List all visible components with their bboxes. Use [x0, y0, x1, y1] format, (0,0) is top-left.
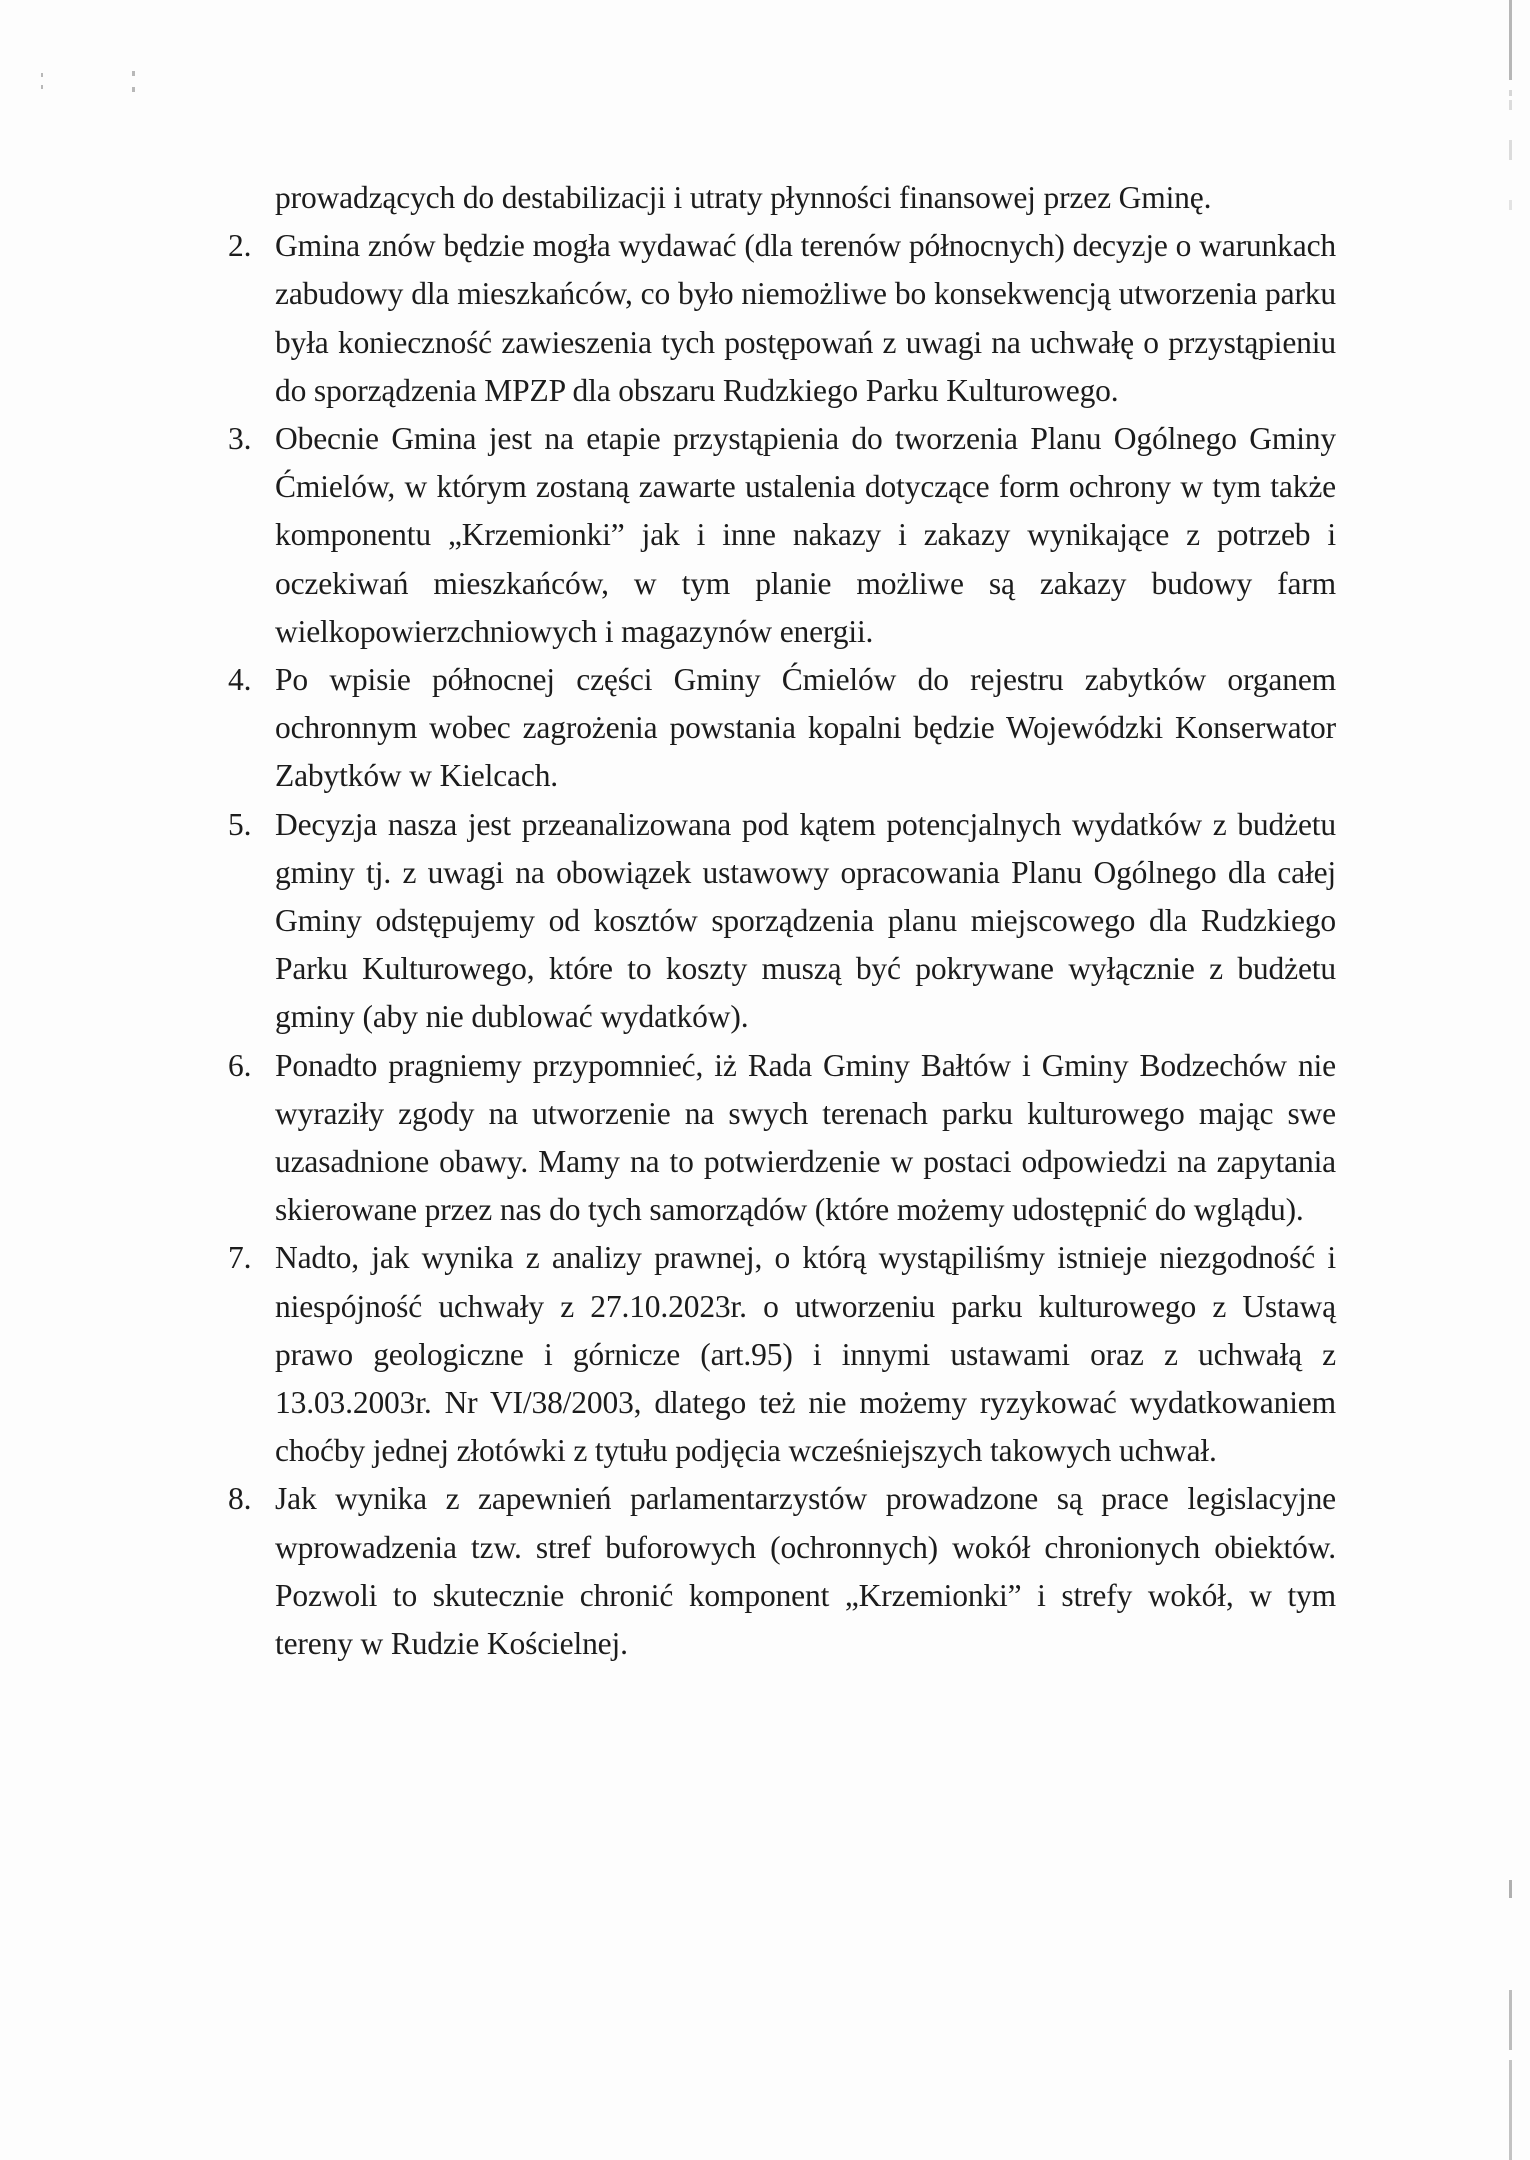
list-item-number: 6. — [228, 1047, 252, 1083]
scan-edge-mark — [1509, 140, 1512, 160]
scan-edge-mark — [1509, 200, 1512, 210]
scan-edge-mark — [1509, 1990, 1512, 2050]
scan-artifact — [41, 73, 43, 77]
list-item-text: Gmina znów będzie mogła wydawać (dla terenów północnych) decyzje o warunkach zabudowy dla mieszkańców, co było niemożliwe bo konsekwencją utworzenia parku była konieczność zawieszenia tych postępowań z uwagi na uchwałę o przystąpieniu do sporządzenia MPZP dla obszaru Rudzkiego Parku Kulturowego. — [275, 228, 1336, 408]
list-item-text: Ponadto pragniemy przypomnieć, iż Rada Gminy Bałtów i Gminy Bodzechów nie wyraziły zgody na utworzenie na swych terenach parku kulturowego mając swe uzasadnione obawy. Mamy na to potwierdzenie w postaci odpowiedzi na zapytania skierowane przez nas do tych samorządów (które możemy udostępnić do wglądu). — [275, 1047, 1336, 1228]
list-item — [228, 1475, 1336, 1668]
scan-artifact — [132, 87, 135, 92]
scan-artifact — [132, 71, 135, 76]
list-item-number: 8. — [228, 1481, 252, 1517]
list-item-number: 5. — [228, 806, 252, 842]
list-item — [228, 415, 1336, 656]
list-item — [228, 801, 1336, 1042]
list-item — [228, 656, 1336, 801]
list-item — [228, 1234, 1336, 1475]
scan-edge-mark — [1509, 100, 1512, 110]
scan-edge-mark — [1509, 0, 1512, 80]
list-item-number: 2. — [228, 228, 252, 264]
list-item-number: 7. — [228, 1240, 252, 1276]
list-item-text: Nadto, jak wynika z analizy prawnej, o którą wystąpiliśmy istnieje niezgodność i niespójność uchwały z 27.10.2023r. o utworzeniu parku kulturowego z Ustawą prawo geologiczne i górnicze (art.95) i innymi ustawami oraz z uchwałą z 13.03.2003r. Nr VI/38/2003, dlatego też nie możemy ryzykować wydatkowaniem choćby jednej złotówki z tytułu podjęcia wcześniejszych takowych uchwał. — [275, 1240, 1336, 1469]
list-item-text: Decyzja nasza jest przeanalizowana pod kątem potencjalnych wydatków z budżetu gminy tj. z uwagi na obowiązek ustawowy opracowania Planu Ogólnego dla całej Gminy odstępujemy od kosztów sporządzenia planu miejscowego dla Rudzkiego Parku Kulturowego, które to koszty muszą być pokrywane wyłącznie z budżetu gminy (aby nie dublować wydatków). — [275, 806, 1336, 1035]
list-item — [228, 1042, 1336, 1235]
scan-edge-mark — [1509, 2060, 1512, 2160]
scan-edge-mark — [1509, 1880, 1512, 1898]
list-item-text: Obecnie Gmina jest na etapie przystąpienia do tworzenia Planu Ogólnego Gminy Ćmielów, w którym zostaną zawarte ustalenia dotyczące form ochrony w tym także komponentu „Krzemionki” jak i inne nakazy i zakazy wynikające z potrzeb i oczekiwań mieszkańców, w tym planie możliwe są zakazy budowy farm wielkopowierzchniowych i magazynów energii. — [275, 421, 1336, 649]
scan-edge-mark — [1509, 90, 1512, 96]
list-item-number: 3. — [228, 421, 252, 457]
scan-artifact — [41, 85, 43, 89]
document-body — [228, 174, 1336, 1668]
list-item — [228, 222, 1336, 415]
continuation-paragraph: prowadzących do destabilizacji i utraty płynności finansowej przez Gminę. — [275, 180, 1212, 215]
list-item-text: Jak wynika z zapewnień parlamentarzystów prowadzone są prace legislacyjne wprowadzenia tzw. stref buforowych (ochronnych) wokół chronionych obiektów. Pozwoli to skutecznie chronić komponent „Krzemionki” i strefy wokół, w tym tereny w Rudzie Kościelnej. — [275, 1481, 1336, 1662]
list-item-number: 4. — [228, 662, 252, 698]
list-item-text: Po wpisie północnej części Gminy Ćmielów do rejestru zabytków organem ochronnym wobec zagrożenia powstania kopalni będzie Wojewódzki Konserwator Zabytków w Kielcach. — [275, 662, 1336, 794]
